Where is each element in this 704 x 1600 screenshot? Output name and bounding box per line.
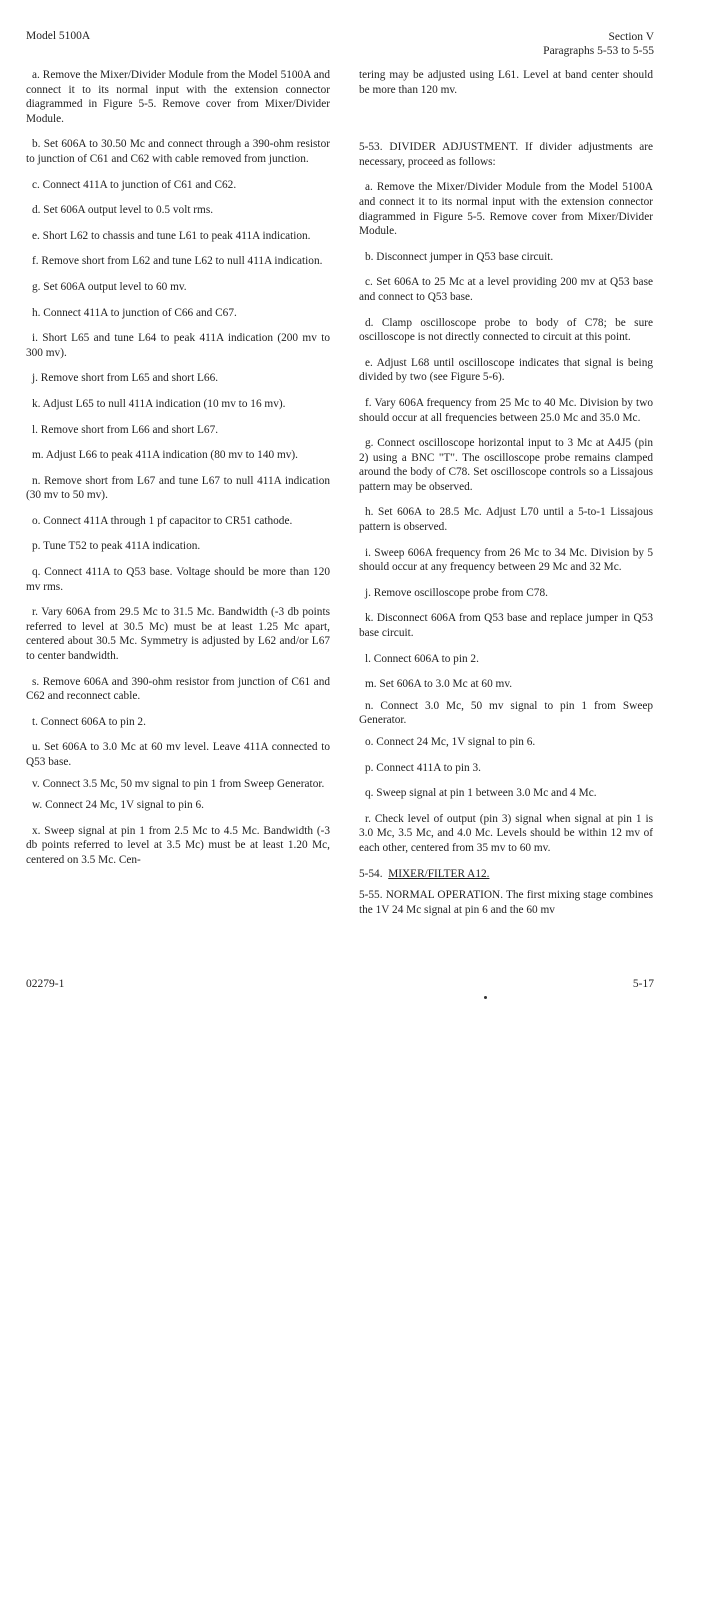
step-paragraph: f. Vary 606A frequency from 25 Mc to 40 Mc. Division by two should occur at all frequencies between 25.0 Mc and 35.0 Mc. [359,396,653,424]
step-paragraph: o. Connect 411A through 1 pf capacitor to CR51 cathode. [32,514,293,527]
page-header-left: Model 5100A [26,30,91,42]
scan-speck [484,996,487,999]
step-paragraph: a. Remove the Mixer/Divider Module from the Model 5100A and connect it to its normal input with the extension connector diagrammed in Figure 5-5. Remove cover from Mixer/Divider Module. [26,69,330,125]
section-label: Section V [608,31,654,43]
step-paragraph: q. Sweep signal at pin 1 between 3.0 Mc and 4 Mc. [365,787,597,800]
step-paragraph: c. Set 606A to 25 Mc at a level providing 200 mv at Q53 base and connect to Q53 base. [359,276,653,303]
step-paragraph: p. Tune T52 to peak 411A indication. [32,540,201,553]
heading-number: 5-54. [359,867,383,880]
section-heading-5-53: 5-53. DIVIDER ADJUSTMENT. If divider adjustments are necessary, proceed as follows: [359,141,653,168]
section-heading-5-54 [359,867,653,882]
step-paragraph: i. Short L65 and tune L64 to peak 411A indication (200 mv to 300 mv). [26,332,330,359]
step-paragraph: m. Set 606A to 3.0 Mc at 60 mv. [365,678,513,691]
step-paragraph: h. Set 606A to 28.5 Mc. Adjust L70 until a 5-to-1 Lissajous pattern is observed. [359,506,653,534]
page-footer-left: 02279-1 [26,978,65,990]
paragraphs-label: Paragraphs 5-53 to 5-55 [543,45,654,57]
step-paragraph: w. Connect 24 Mc, 1V signal to pin 6. [32,799,204,812]
step-paragraph: d. Clamp oscilloscope probe to body of C78; be sure oscilloscope is not directly connected to circuit at this point. [359,316,653,344]
section-spacer [359,108,653,140]
step-paragraph: q. Connect 411A to Q53 base. Voltage should be more than 120 mv rms. [26,566,330,593]
step-paragraph: s. Remove 606A and 390-ohm resistor from junction of C61 and C62 and reconnect cable. [26,675,330,703]
step-paragraph: k. Disconnect 606A from Q53 base and replace jumper in Q53 base circuit. [359,612,653,640]
step-paragraph: b. Set 606A to 30.50 Mc and connect through a 390-ohm resistor to junction of C61 and C62 with cable removed from junction. [26,138,330,165]
left-column [26,68,330,879]
step-paragraph: e. Adjust L68 until oscilloscope indicates that signal is being divided by two (see Figure 5-6). [359,356,653,384]
step-paragraph: a. Remove the Mixer/Divider Module from the Model 5100A and connect it to its normal input with the extension connector diagrammed in Figure 5-5. Remove cover from Mixer/Divider Module. [359,181,653,238]
page-footer-right: 5-17 [632,978,654,990]
step-paragraph: d. Set 606A output level to 0.5 volt rms. [32,204,214,217]
step-paragraph: b. Disconnect jumper in Q53 base circuit. [365,250,554,263]
step-paragraph: j. Remove oscilloscope probe from C78. [365,586,548,599]
step-paragraph: c. Connect 411A to junction of C61 and C62. [32,178,237,191]
step-paragraph: g. Connect oscilloscope horizontal input to 3 Mc at A4J5 (pin 2) using a BNC "T". The oscilloscope probe remains clamped around the body of C78. Set oscilloscope controls so a Lissajous pattern may be observed. [359,437,653,493]
page-header-right [543,30,654,58]
continuation-paragraph: tering may be adjusted using L61. Level at band center should be more than 120 mv. [359,69,653,96]
step-paragraph: n. Connect 3.0 Mc, 50 mv signal to pin 1 from Sweep Generator. [359,699,653,727]
section-paragraph-5-55: 5-55. NORMAL OPERATION. The first mixing stage combines the 1V 24 Mc signal at pin 6 and the 60 mv [359,889,653,916]
step-paragraph: p. Connect 411A to pin 3. [365,761,481,774]
step-paragraph: l. Connect 606A to pin 2. [365,652,479,665]
step-paragraph: n. Remove short from L67 and tune L67 to null 411A indication (30 mv to 50 mv). [26,474,330,502]
right-column [359,68,653,928]
step-paragraph: t. Connect 606A to pin 2. [32,715,146,728]
step-paragraph: l. Remove short from L66 and short L67. [32,423,219,436]
step-paragraph: f. Remove short from L62 and tune L62 to null 411A indication. [32,255,323,268]
step-paragraph: o. Connect 24 Mc, 1V signal to pin 6. [365,736,536,748]
step-paragraph: x. Sweep signal at pin 1 from 2.5 Mc to 4.5 Mc. Bandwidth (-3 db points referred to level at 3.5 Mc) must be at least 1.20 Mc, centered on 3.5 Mc. Cen- [26,824,330,866]
step-paragraph: m. Adjust L66 to peak 411A indication (80 mv to 140 mv). [32,449,298,462]
heading-title: MIXER/FILTER A12. [388,867,490,880]
step-paragraph: e. Short L62 to chassis and tune L61 to peak 411A indication. [32,229,311,242]
step-paragraph: r. Vary 606A from 29.5 Mc to 31.5 Mc. Bandwidth (-3 db points referred to level at 30.5 Mc) must be at least 1.25 Mc apart, centered about 30.5 Mc. Symmetry is adjusted by L62 and/or L67 to center bandwidth. [26,606,330,663]
step-paragraph: h. Connect 411A to junction of C66 and C67. [32,306,237,319]
step-paragraph: r. Check level of output (pin 3) signal when signal at pin 1 is 3.0 Mc, 3.5 Mc, and 4.0 Mc. Levels should be within 12 mv of each other, centered from 35 mv to 60 mv. [359,812,653,854]
step-paragraph: j. Remove short from L65 and short L66. [32,372,219,385]
step-paragraph: u. Set 606A to 3.0 Mc at 60 mv level. Leave 411A connected to Q53 base. [26,741,330,768]
step-paragraph: g. Set 606A output level to 60 mv. [32,280,187,293]
step-paragraph: k. Adjust L65 to null 411A indication (10 mv to 16 mv). [32,397,286,410]
step-paragraph: v. Connect 3.5 Mc, 50 mv signal to pin 1 from Sweep Generator. [32,777,325,790]
step-paragraph: i. Sweep 606A frequency from 26 Mc to 34 Mc. Division by 5 should occur at any frequency between 29 Mc and 32 Mc. [359,546,653,574]
